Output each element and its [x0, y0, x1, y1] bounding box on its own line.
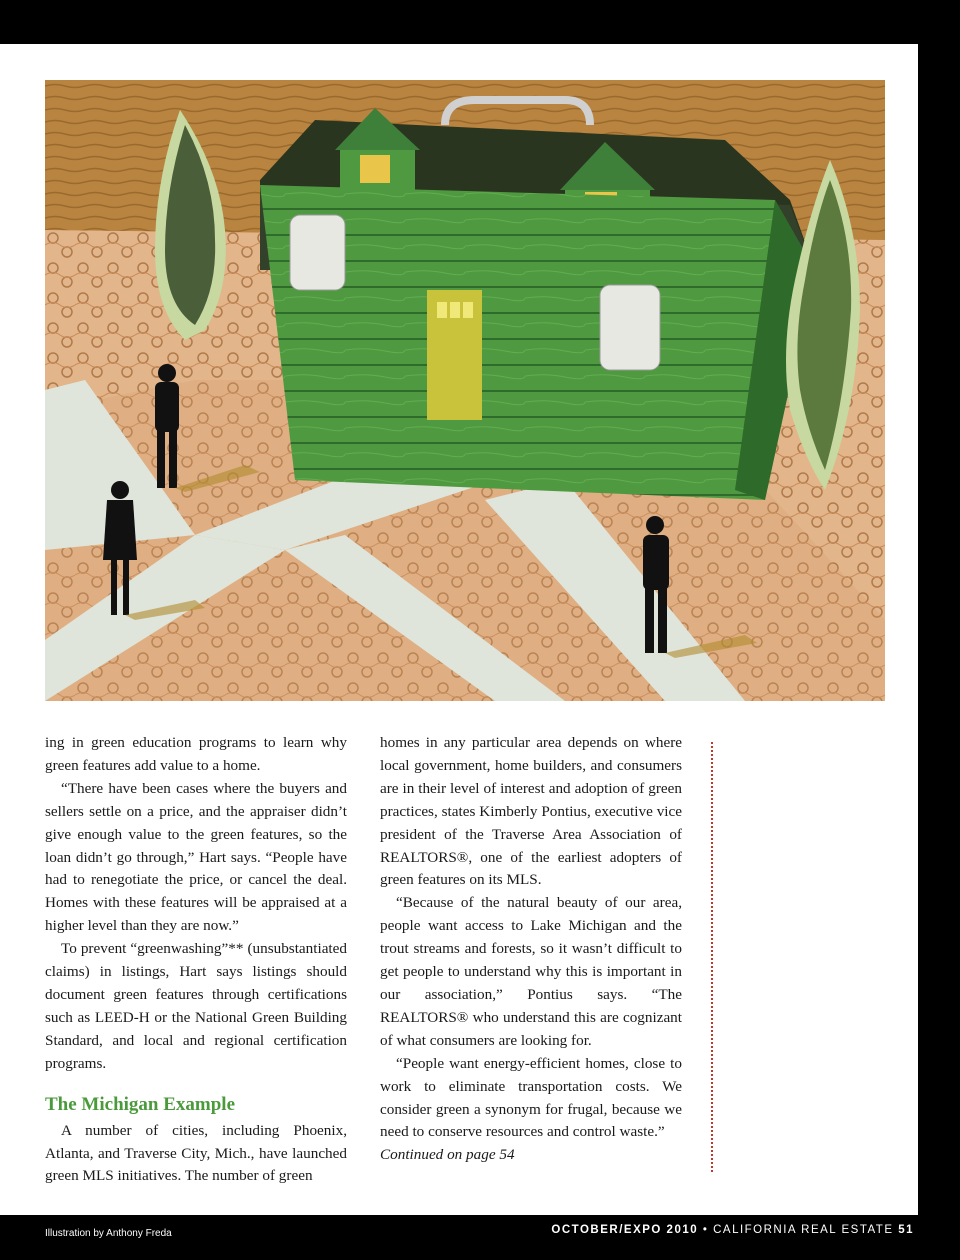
paragraph: “There have been cases where the buyers and sellers settle on a price, and the appraiser didn’t give enough value to the green features, so the loan didn’t go through,” Hart says. “People have had to renegotiate the price, or cancel the deal. Homes with these features will be appraised at a higher level than they are now.”	[45, 779, 347, 935]
right-black-bar	[918, 0, 960, 1260]
paragraph: “Because of the natural beauty of our area, people want access to Lake Michigan and the trout streams and forests, so it wasn’t difficult to get people to understand why this is important in our association,” Pontius says. “The REALTORS® who understand this are cognizant of what consumers are looking for.	[380, 894, 682, 1049]
magazine-name: CALIFORNIA REAL ESTATE	[713, 1224, 894, 1236]
bullet: •	[702, 1224, 709, 1236]
paragraph: To prevent “greenwashing”** (unsubstantiated claims) in listings, Hart says listings should document green features through certifications such as LEED-H or the National Green Building Standard, and local and regional certification programs.	[45, 940, 347, 1072]
issue-label: OCTOBER/EXPO 2010	[551, 1224, 699, 1236]
illustration	[45, 80, 885, 701]
illustration-credit: Illustration by Anthony Freda	[45, 1228, 172, 1239]
dotted-rule	[711, 742, 713, 1172]
continued-note: Continued on page 54	[380, 1146, 515, 1164]
paragraph: A number of cities, including Phoenix, Atlanta, and Traverse City, Mich., have launched green MLS initiatives. The number of green	[45, 1121, 347, 1185]
page-number: 51	[898, 1224, 914, 1236]
top-black-bar	[0, 0, 960, 44]
page-folio	[551, 1224, 914, 1236]
section-heading: The Michigan Example	[45, 1093, 236, 1115]
paragraph: “People want energy-efficient homes, close to work to eliminate transportation costs. We consider green a synonym for frugal, because we need to conserve resources and control waste.”	[380, 1054, 682, 1141]
text-column-2	[380, 732, 682, 1167]
paragraph: homes in any particular area depends on where local government, home builders, and consumers are in their level of interest and adoption of green practices, states Kimberly Pontius, executive vice president of the Traverse Area Association of REALTORS®, one of the earliest adopters of green features on its MLS.	[380, 734, 682, 889]
text-column-1	[45, 732, 347, 1188]
paragraph: ing in green education programs to learn why green features add value to a home.	[45, 734, 347, 774]
